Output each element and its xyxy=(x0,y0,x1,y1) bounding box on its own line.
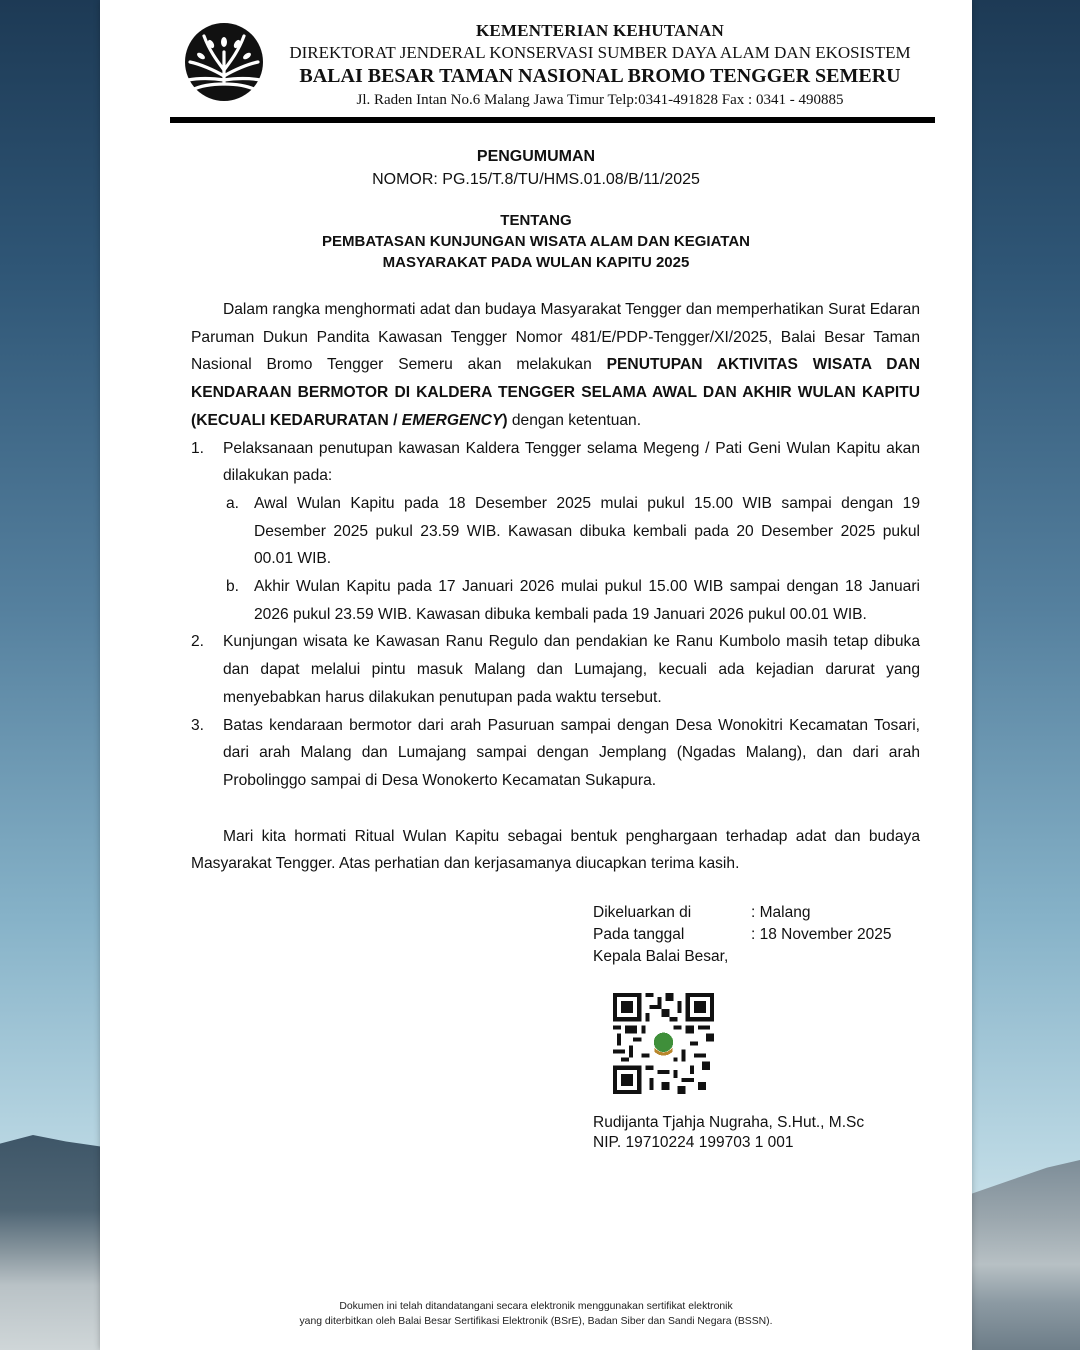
document-heading: PENGUMUMAN xyxy=(476,148,596,165)
signer-name: Rudijanta Tjahja Nugraha, S.Hut., M.Sc xyxy=(593,1114,865,1131)
title-block xyxy=(100,146,972,273)
date-label: Pada tanggal xyxy=(593,926,685,943)
background-mountain-right xyxy=(970,1160,1080,1350)
directorate-name: DIREKTORAT JENDERAL KONSERVASI SUMBER DAYA ALAM DAN EKOSISTEM xyxy=(289,43,911,62)
closing-paragraph: Mari kita hormati Ritual Wulan Kapitu sebagai bentuk penghargaan terhadap adat dan budaya Masyarakat Tengger. Atas perhatian dan kerjasamanya diucapkan terima kasih. xyxy=(191,827,920,873)
signer-nip: NIP. 19710224 199703 1 001 xyxy=(593,1134,794,1151)
date-value: : 18 November 2025 xyxy=(751,926,892,943)
electronic-signature-note: Dokumen ini telah ditandatangani secara elektronik menggunakan sertifikat elektronik yang diterbitkan oleh Balai Besar Sertifikasi Elektronik (BSrE), Badan Siber dan Sandi Negara (BSSN). xyxy=(299,1301,773,1327)
letterhead-text xyxy=(270,20,930,111)
provision-subitem: a. Awal Wulan Kapitu pada 18 Desember 2025 mulai pukul 15.00 WIB sampai dengan 19 Desember 2025 pukul 23.59 WIB. Kawasan dibuka kembali pada 20 Desember 2025 pukul 00.01 WIB. xyxy=(226,494,920,568)
ministry-name: KEMENTERIAN KEHUTANAN xyxy=(475,21,725,40)
letterhead xyxy=(170,20,935,125)
provision-item: 1. Pelaksanaan penutupan kawasan Kaldera Tengger selama Megeng / Pati Geni Wulan Kapitu akan dilakukan pada: a. Awal Wulan Kapitu pada 18 Desember 2025 mulai pukul 15.00 WIB sampai dengan 19 Desember 2025 pukul 23.59 WIB. Kawasan dibuka kembali pada 20 Desember 2025 pukul 00.01 WIB. b. Akhir Wulan Kapitu pada 17 Januari 2026 mulai pukul 15.00 WIB sampai dengan 18 Januari 2026 pukul 23.59 WIB. Kawasan dibuka kembali pada 19 Januari 2026 pukul 00.01 WIB. xyxy=(191,435,920,629)
letterhead-divider xyxy=(170,117,935,123)
issued-at-label: Dikeluarkan di xyxy=(593,904,692,921)
about-label: TENTANG xyxy=(500,212,572,229)
tree-emblem-icon xyxy=(184,22,264,102)
provision-item: 2. Kunjungan wisata ke Kawasan Ranu Regulo dan pendakian ke Ranu Kumbolo masih tetap dibuka dan dapat melalui pintu masuk Malang dan Lumajang, kecuali ada kejadian darurat yang menyebabkan harus dilakukan penutupan pada waktu tersebut. xyxy=(191,633,920,706)
signature-block xyxy=(593,902,933,968)
announcement-document xyxy=(100,0,972,1350)
subject-line-2: MASYARAKAT PADA WULAN KAPITU 2025 xyxy=(382,254,690,271)
intro-paragraph: Dalam rangka menghormati adat dan budaya Masyarakat Tengger dan memperhatikan Surat Edaran Paruman Dukun Pandita Kawasan Tengger Nomor 481/E/PDP-Tengger/XI/2025, Balai Besar Taman Nasional Bromo Tengger Semeru akan melakukan PENUTUPAN AKTIVITAS WISATA DAN KENDARAAN BERMOTOR DI KALDERA TENGGER SELAMA AWAL DAN AKHIR WULAN KAPITU (KECUALI KEDARURATAN / EMERGENCY) dengan ketentuan. xyxy=(191,301,921,429)
signer-position: Kepala Balai Besar, xyxy=(593,948,729,965)
office-address: Jl. Raden Intan No.6 Malang Jawa Timur Telp:0341-491828 Fax : 0341 - 490885 xyxy=(356,92,844,108)
signer-info xyxy=(593,1113,864,1153)
document-body xyxy=(191,296,920,878)
subject-line-1: PEMBATASAN KUNJUNGAN WISATA ALAM DAN KEGIATAN xyxy=(321,233,751,250)
provision-subitem: b. Akhir Wulan Kapitu pada 17 Januari 2026 mulai pukul 15.00 WIB sampai dengan 18 Januari 2026 pukul 23.59 WIB. Kawasan dibuka kembali pada 19 Januari 2026 pukul 00.01 WIB. xyxy=(226,578,920,623)
background-mountain-left xyxy=(0,1135,110,1350)
issued-at-value: : Malang xyxy=(751,904,811,921)
provision-sublist xyxy=(223,490,920,629)
provision-item: 3. Batas kendaraan bermotor dari arah Pasuruan sampai dengan Desa Wonokitri Kecamatan Tosari, dari arah Malang dan Lumajang sampai dengan Jemplang (Ngadas Malang), dan dari arah Probolinggo sampai di Desa Wonokerto Kecamatan Sukapura. xyxy=(191,716,920,789)
document-number: NOMOR: PG.15/T.8/TU/HMS.01.08/B/11/2025 xyxy=(372,171,700,188)
office-name: BALAI BESAR TAMAN NASIONAL BROMO TENGGER SEMERU xyxy=(299,65,901,87)
qr-code-signature-icon xyxy=(613,993,714,1094)
